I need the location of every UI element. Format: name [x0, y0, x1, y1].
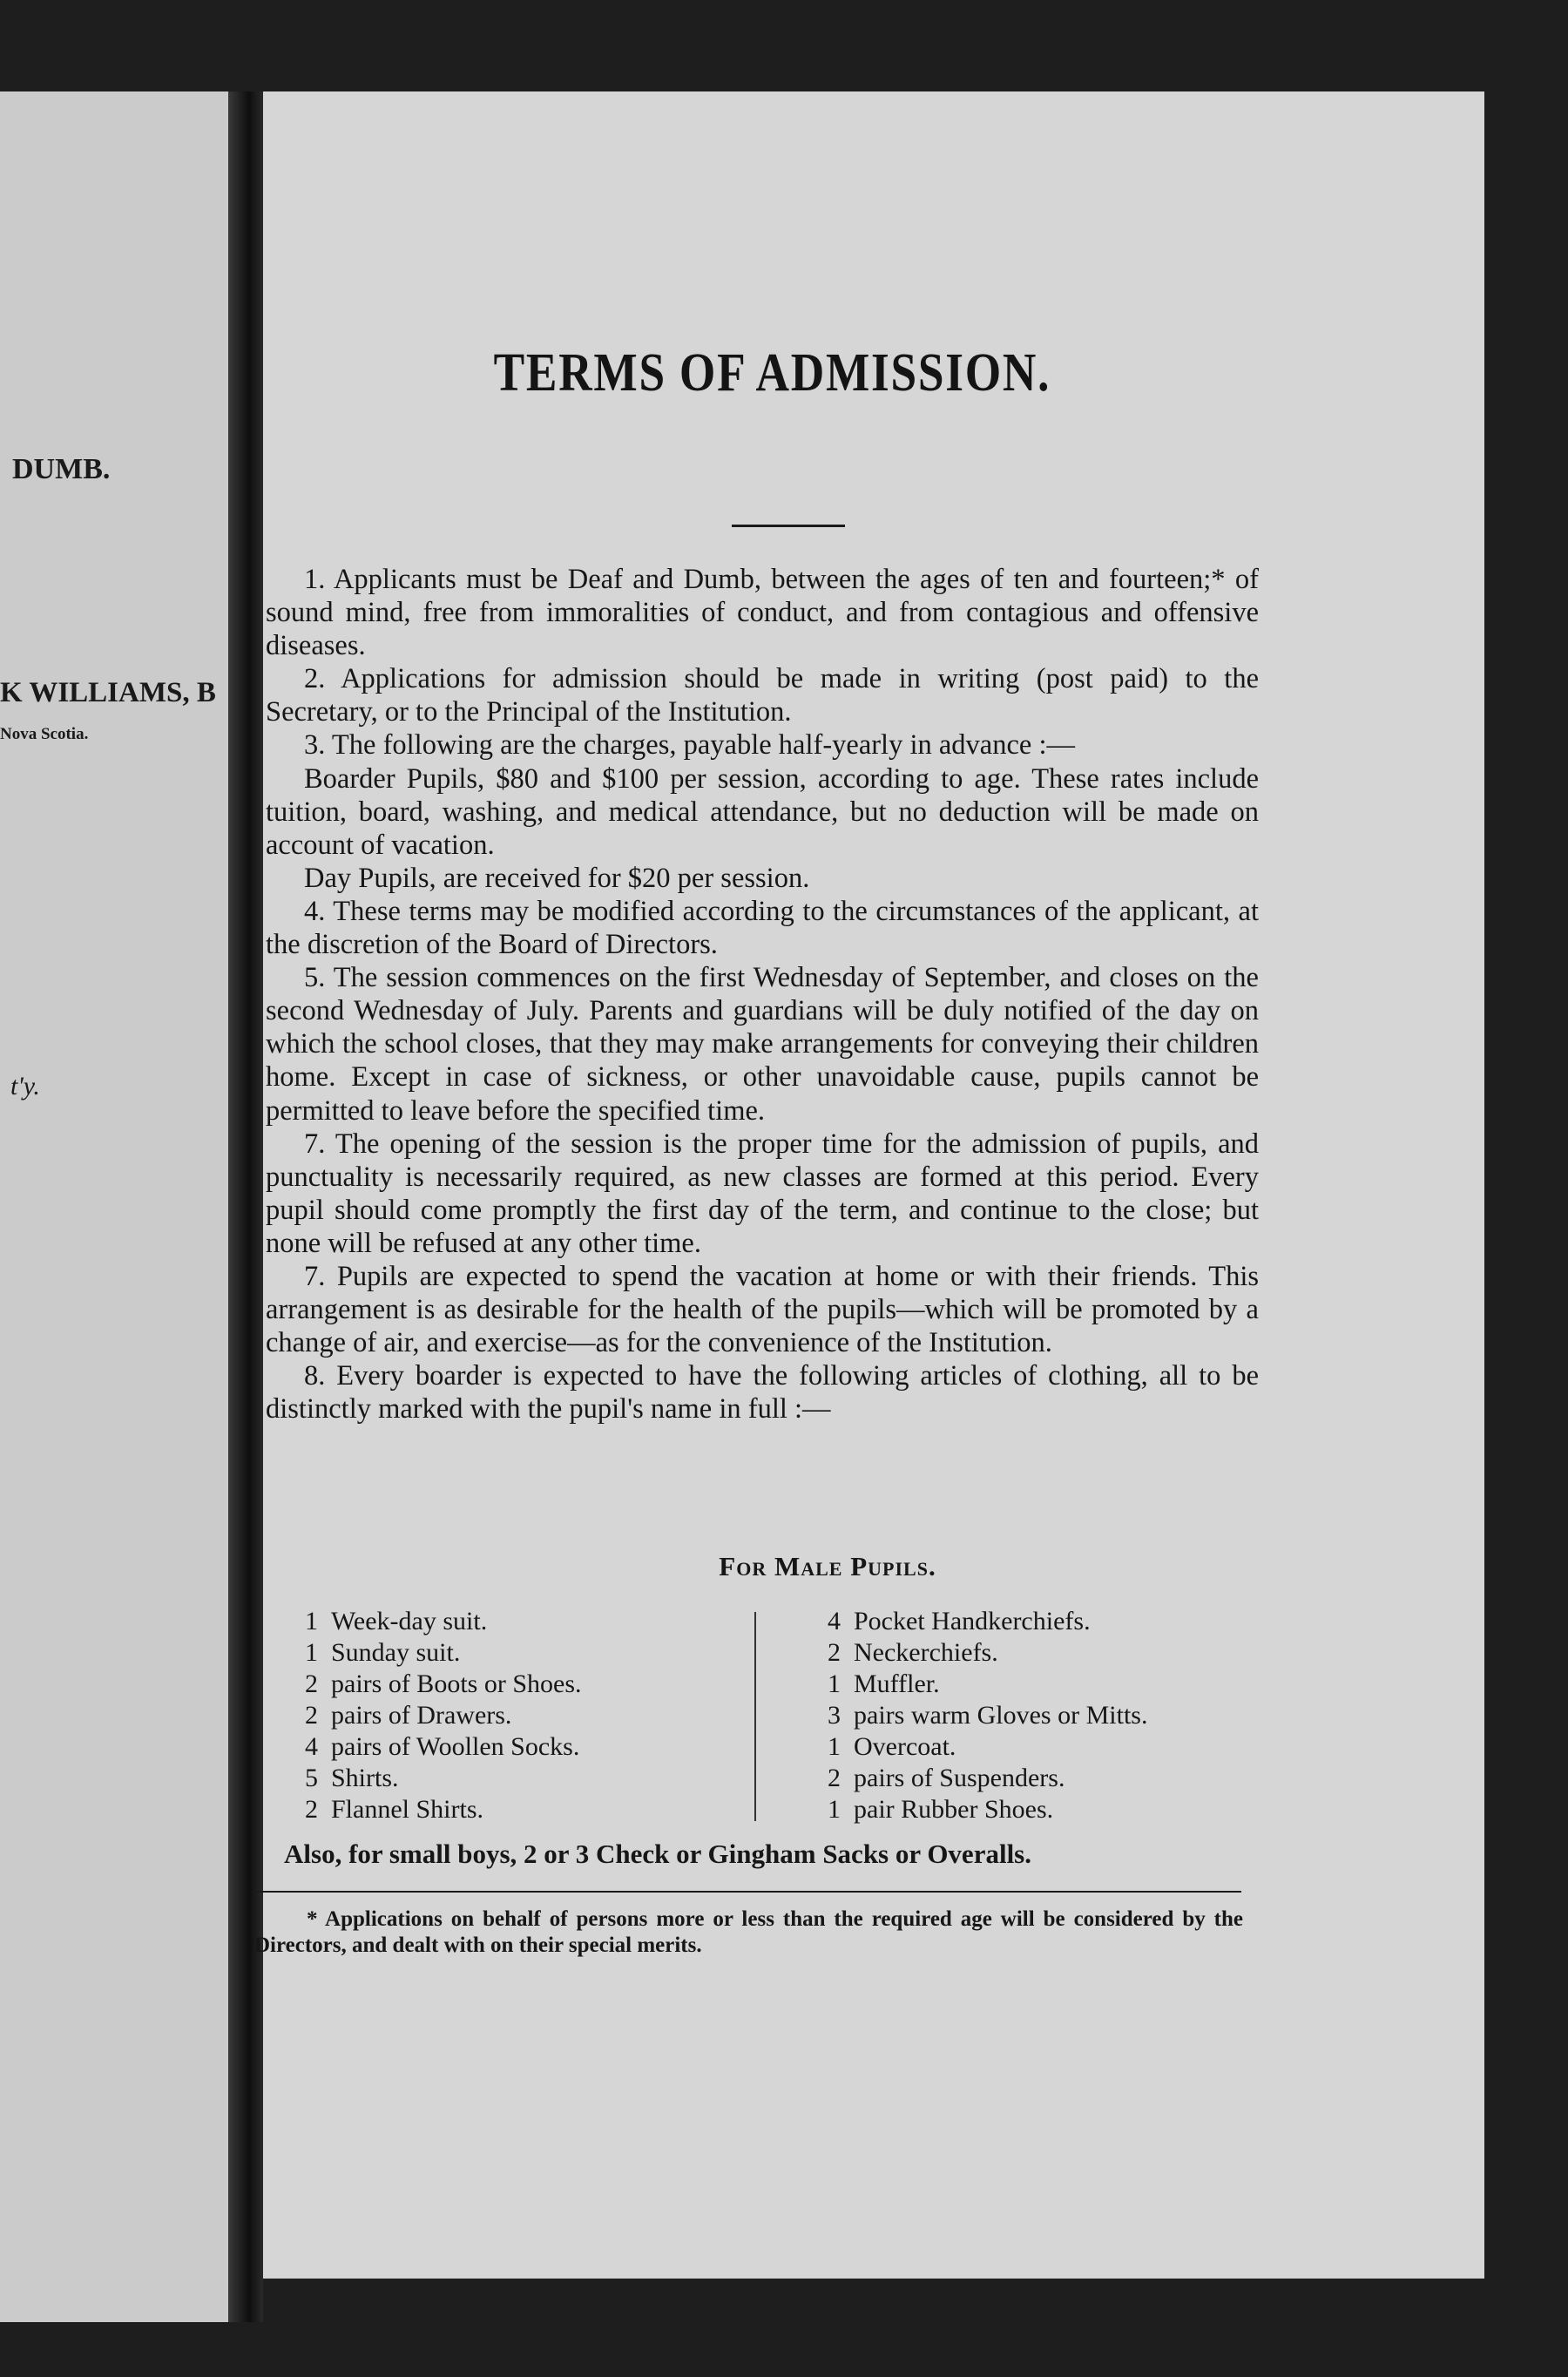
item-qty: 5: [305, 1764, 318, 1792]
left-fragment-dumb: DUMB.: [12, 453, 111, 485]
paragraph-8: 8. Every boarder is expected to have the following articles of clothing, all to be distinctly marked with the pupil's name in full :—: [266, 1360, 1259, 1426]
paragraph-5: 5. The session commences on the first Wednesday of September, and closes on the second Wednesday of July. Parents and guardians will be duly notified of the day on which the school closes, that they may make arrangements for conveying their children home. Except in case of sickness, or other unavoidable cause, pupils cannot be permitted to leave before the specified time.: [266, 962, 1259, 1127]
item-qty: 4: [828, 1607, 841, 1635]
clothing-item: [305, 1606, 582, 1637]
clothing-item: [828, 1637, 1147, 1669]
clothing-item: [828, 1669, 1147, 1700]
clothing-item: [305, 1731, 582, 1763]
page-title: TERMS OF ADMISSION.: [493, 343, 1051, 403]
item-name: pair Rubber Shoes.: [854, 1795, 1054, 1824]
clothing-item: [305, 1794, 582, 1825]
item-name: Shirts.: [331, 1764, 399, 1792]
item-qty: 2: [305, 1795, 318, 1824]
clothing-item: [305, 1669, 582, 1700]
item-name: Overcoat.: [854, 1732, 956, 1761]
paragraph-7b: 7. Pupils are expected to spend the vacation at home or with their friends. This arrangement is as desirable for the health of the pupils—which will be promoted by a change of air, and exercise—as for the convenience of the Institution.: [266, 1260, 1259, 1359]
body-text: [266, 563, 1259, 1426]
male-items-right-column: [828, 1606, 1147, 1825]
footnote-text: * Applications on behalf of persons more or less than the required age will be considered by the Directors, and dealt with on their special merits.: [254, 1907, 1243, 1957]
footnote: [254, 1906, 1243, 1959]
item-name: Pocket Handkerchiefs.: [854, 1607, 1091, 1635]
left-page: [0, 91, 228, 2322]
male-pupils-heading: For Male Pupils.: [719, 1551, 936, 1581]
footnote-rule: [253, 1891, 1241, 1893]
item-qty: 1: [828, 1795, 841, 1824]
paragraph-4: 4. These terms may be modified according to the circumstances of the applicant, at the discretion of the Board of Directors.: [266, 895, 1259, 961]
item-qty: 4: [305, 1732, 318, 1761]
item-name: Muffler.: [854, 1669, 940, 1698]
item-name: Flannel Shirts.: [331, 1795, 484, 1824]
item-qty: 2: [828, 1764, 841, 1792]
item-name: pairs of Woollen Socks.: [331, 1732, 580, 1761]
clothing-item: [828, 1763, 1147, 1794]
clothing-item: [828, 1731, 1147, 1763]
clothing-item: [828, 1700, 1147, 1731]
item-qty: 1: [305, 1607, 318, 1635]
item-qty: 1: [828, 1732, 841, 1761]
item-name: pairs of Boots or Shoes.: [331, 1669, 582, 1698]
clothing-item: [305, 1763, 582, 1794]
paragraph-day-pupils: Day Pupils, are received for $20 per session.: [304, 862, 810, 894]
item-qty: 2: [305, 1669, 318, 1698]
item-name: pairs of Suspenders.: [854, 1764, 1065, 1792]
item-name: pairs warm Gloves or Mitts.: [854, 1701, 1148, 1730]
left-fragment-williams: K WILLIAMS, B: [0, 677, 216, 708]
item-name: Neckerchiefs.: [854, 1638, 998, 1667]
item-qty: 3: [828, 1701, 841, 1730]
paragraph-1: 1. Applicants must be Deaf and Dumb, between the ages of ten and fourteen;* of sound mind, free from immoralities of conduct, and from contagious and offensive diseases.: [266, 564, 1259, 662]
item-qty: 1: [305, 1638, 318, 1667]
left-fragment-ty: t'y.: [10, 1072, 40, 1100]
male-items-left-column: [305, 1606, 582, 1825]
item-qty: 2: [305, 1701, 318, 1730]
paragraph-2: 2. Applications for admission should be made in writing (post paid) to the Secretary, or to the Principal of the Institution.: [266, 663, 1259, 728]
item-name: Week-day suit.: [331, 1607, 488, 1635]
clothing-item: [828, 1606, 1147, 1637]
left-fragment-nova-scotia: Nova Scotia.: [0, 725, 89, 743]
item-name: pairs of Drawers.: [331, 1701, 512, 1730]
paragraph-7a: 7. The opening of the session is the proper time for the admission of pupils, and punctuality is necessarily required, as new classes are formed at this period. Every pupil should come promptly the first day of the term, and continue to the close; but none will be refused at any other time.: [266, 1128, 1259, 1259]
clothing-item: [828, 1794, 1147, 1825]
paragraph-3: 3. The following are the charges, payable half-yearly in advance :—: [304, 729, 1075, 762]
items-column-divider: [754, 1612, 756, 1821]
item-name: Sunday suit.: [331, 1638, 461, 1667]
item-qty: 2: [828, 1638, 841, 1667]
book-gutter: [228, 91, 263, 2322]
paragraph-boarder-pupils: Boarder Pupils, $80 and $100 per session, according to age. These rates include tuition, board, washing, and medical attendance, but no deduction will be made on account of vacation.: [266, 762, 1259, 861]
small-boys-note: Also, for small boys, 2 or 3 Check or Gingham Sacks or Overalls.: [284, 1839, 1031, 1869]
clothing-item: [305, 1637, 582, 1669]
title-rule: [732, 525, 845, 527]
item-qty: 1: [828, 1669, 841, 1698]
clothing-item: [305, 1700, 582, 1731]
